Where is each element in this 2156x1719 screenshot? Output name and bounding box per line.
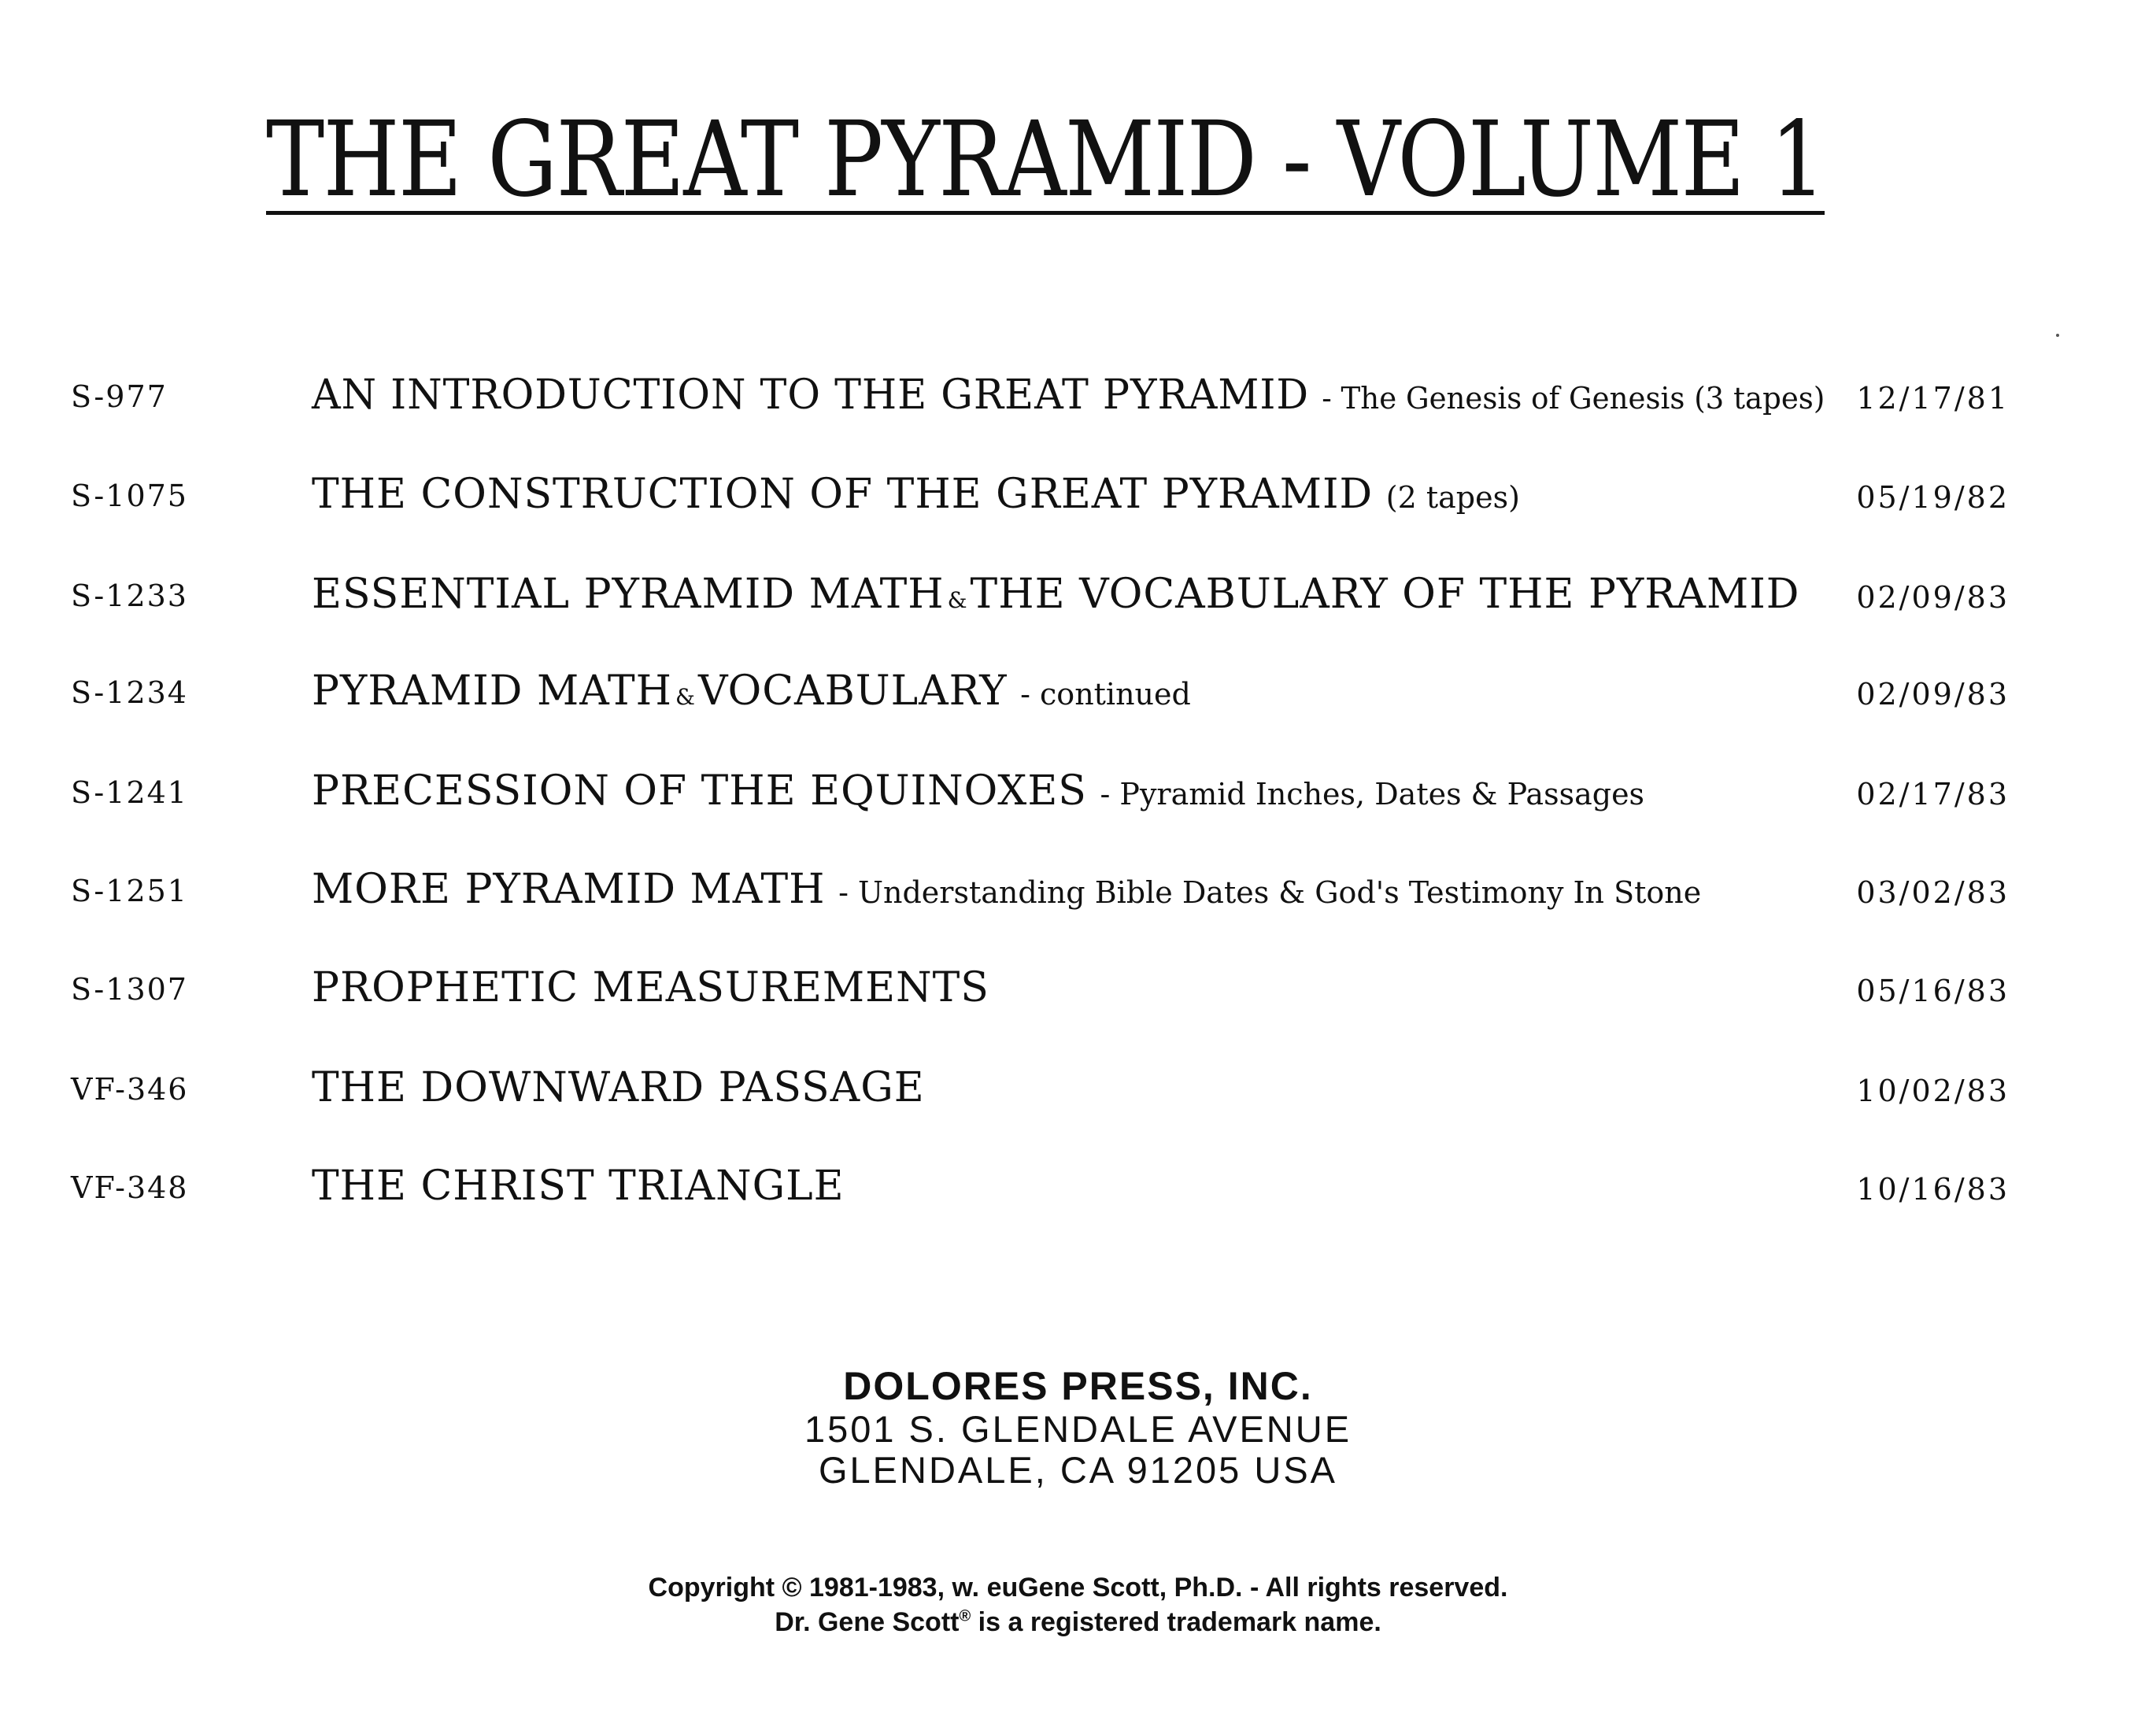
- tape-row: [0, 866, 2156, 937]
- tape-title-main-2: VOCABULARY: [697, 667, 1008, 715]
- tape-date: 12/17/81: [1856, 381, 2010, 416]
- tape-title: [312, 1064, 925, 1111]
- tape-title-main: PRECESSION OF THE EQUINOXES: [312, 767, 1087, 815]
- tape-date: 10/02/83: [1856, 1074, 2010, 1108]
- tape-row: [0, 667, 2156, 738]
- tape-row: [0, 1064, 2156, 1135]
- tape-title-main: THE CHRIST TRIANGLE: [312, 1163, 845, 1210]
- tape-date: 02/09/83: [1856, 677, 2010, 712]
- tape-date: 10/16/83: [1856, 1172, 2010, 1207]
- tape-title-main-2: THE VOCABULARY OF THE PYRAMID: [970, 571, 1800, 618]
- tape-row: [0, 1163, 2156, 1233]
- tape-code: VF-346: [71, 1072, 189, 1107]
- tape-title: [312, 866, 1701, 913]
- copyright-line: Copyright © 1981-1983, w. euGene Scott, Ph.D. - All rights reserved.: [648, 1573, 1508, 1603]
- tape-date: 02/17/83: [1856, 777, 2010, 811]
- tape-title: [312, 767, 1644, 815]
- tape-code: S-1307: [71, 972, 188, 1007]
- tape-title-main: MORE PYRAMID MATH: [312, 866, 826, 913]
- copyright-block: [0, 1570, 2156, 1640]
- tape-row: [0, 964, 2156, 1035]
- tape-code: S-977: [71, 379, 168, 414]
- tape-title-main: PROPHETIC MEASUREMENTS: [312, 964, 989, 1011]
- tape-title: [312, 667, 1191, 715]
- tape-code: S-1251: [71, 874, 188, 908]
- tape-date: 02/09/83: [1856, 580, 2010, 615]
- tape-row: [0, 767, 2156, 838]
- tape-subtitle: (2 tapes): [1385, 480, 1520, 515]
- publisher-address-line1: 1501 S. GLENDALE AVENUE: [804, 1408, 1352, 1450]
- tape-title-ampersand: &: [675, 684, 695, 710]
- tape-title-main: AN INTRODUCTION TO THE GREAT PYRAMID: [312, 372, 1310, 419]
- publisher-address-line2: GLENDALE, CA 91205 USA: [818, 1449, 1338, 1491]
- page-title: THE GREAT PYRAMID - VOLUME 1: [266, 99, 1825, 220]
- tape-title: [312, 372, 1825, 419]
- tape-title-main: THE CONSTRUCTION OF THE GREAT PYRAMID: [312, 471, 1374, 518]
- tape-title-main: PYRAMID MATH: [312, 667, 673, 715]
- tape-date: 05/16/83: [1856, 974, 2010, 1008]
- tape-code: S-1241: [71, 775, 188, 810]
- tape-code: VF-348: [71, 1170, 189, 1205]
- tape-code: S-1233: [71, 579, 188, 613]
- trademark-text: is a registered trademark name.: [971, 1607, 1381, 1637]
- tape-subtitle: - continued: [1020, 677, 1191, 712]
- tape-subtitle: - The Genesis of Genesis (3 tapes): [1322, 381, 1825, 416]
- publisher-name: DOLORES PRESS, INC.: [843, 1364, 1313, 1408]
- tape-code: S-1234: [71, 675, 188, 710]
- tape-title: [312, 471, 1520, 518]
- tape-date: 03/02/83: [1856, 875, 2010, 910]
- tape-title-ampersand: &: [947, 587, 967, 613]
- tape-title-main: ESSENTIAL PYRAMID MATH: [312, 571, 945, 618]
- registered-mark: ®: [959, 1607, 971, 1625]
- tape-row: [0, 372, 2156, 442]
- tape-row: [0, 471, 2156, 542]
- tape-title: [312, 1163, 845, 1210]
- tape-date: 05/19/82: [1856, 480, 2010, 515]
- tape-subtitle: - Understanding Bible Dates & God's Testimony In Stone: [838, 875, 1702, 910]
- tape-row: [0, 571, 2156, 641]
- tape-title-main: THE DOWNWARD PASSAGE: [312, 1064, 925, 1111]
- publisher-block: [0, 1363, 2156, 1491]
- trademark-name: Dr. Gene Scott: [775, 1607, 960, 1637]
- tape-title: [312, 571, 1799, 618]
- tape-subtitle: - Pyramid Inches, Dates & Passages: [1100, 777, 1645, 811]
- trademark-line: [0, 1605, 2156, 1640]
- tape-title: [312, 964, 989, 1011]
- tape-code: S-1075: [71, 479, 188, 513]
